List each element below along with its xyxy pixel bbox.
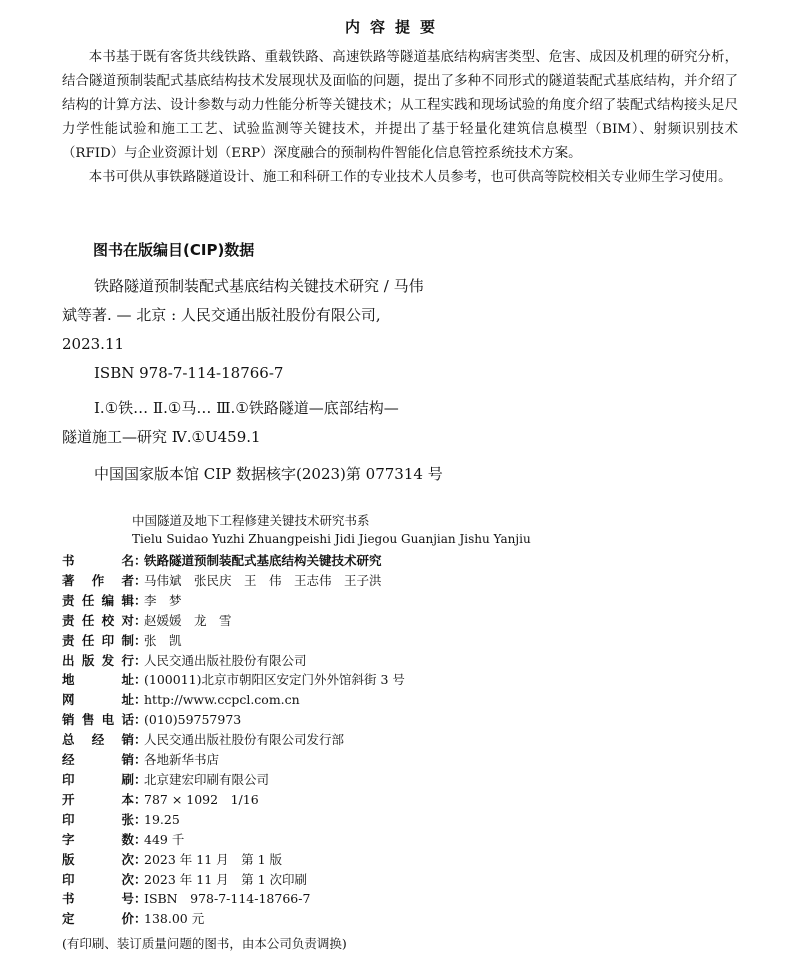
colophon-colon: ： [134, 831, 147, 847]
cip-line: 隧道施工—研究 Ⅳ.①U459.1 [62, 428, 261, 446]
colophon-row [62, 631, 752, 651]
cip-line: 2023.11 [62, 335, 125, 353]
colophon-key: 销 售 电 话 [62, 712, 134, 728]
colophon-colon: ： [134, 572, 147, 588]
colophon-value: 赵媛媛 龙 雪 [144, 612, 232, 628]
colophon-value: (010)59757973 [144, 712, 242, 728]
colophon-row [62, 670, 752, 690]
colophon-row [62, 651, 752, 671]
colophon-key: 字 数 [62, 831, 134, 847]
colophon-key: 责 任 校 对 [62, 612, 134, 628]
cip-line: Ⅰ.①铁… Ⅱ.①马… Ⅲ.①铁路隧道—底部结构— [94, 399, 399, 417]
colophon-row [62, 730, 752, 750]
colophon-colon: ： [134, 592, 147, 608]
colophon-key: 出 版 发 行 [62, 652, 134, 668]
colophon-row [62, 790, 752, 810]
colophon-key: 印 次 [62, 871, 134, 887]
colophon-key: 责 任 印 制 [62, 632, 134, 648]
colophon-key: 地 址 [62, 672, 134, 688]
colophon-row [62, 571, 752, 591]
colophon-key: 印 张 [62, 811, 134, 827]
colophon-colon: ： [134, 891, 147, 907]
summary-body [62, 46, 738, 190]
cip-heading: 图书在版编目(CIP)数据 [93, 241, 255, 259]
cip-record [62, 272, 532, 489]
colophon-value: 787 × 1092 1/16 [144, 791, 259, 807]
colophon-key: 印 刷 [62, 771, 134, 787]
quality-note: (有印刷、装订质量问题的图书，由本公司负责调换) [62, 936, 347, 951]
colophon-value: 马伟斌 张民庆 王 伟 王志伟 王子洪 [144, 572, 382, 588]
cip-number: 中国国家版本馆 CIP 数据核字(2023)第 077314 号 [94, 465, 443, 483]
colophon-row [62, 850, 752, 870]
colophon-row [62, 770, 752, 790]
colophon-row [62, 690, 752, 710]
colophon-key: 经 销 [62, 752, 134, 768]
colophon-value: 人民交通出版社股份有限公司发行部 [144, 732, 345, 748]
colophon-row [62, 710, 752, 730]
colophon-value: ISBN 978-7-114-18766-7 [144, 891, 311, 907]
colophon-row [62, 750, 752, 770]
colophon-key: 责 任 编 辑 [62, 592, 134, 608]
colophon-value: 19.25 [144, 811, 180, 827]
colophon-value: 138.00 元 [144, 911, 205, 927]
colophon-value: 449 千 [144, 831, 185, 847]
colophon-row [62, 551, 752, 571]
summary-paragraph: 本书可供从事铁路隧道设计、施工和科研工作的专业技术人员参考，也可供高等院校相关专业师生学习使用。 [88, 170, 732, 185]
colophon-value: 张 凯 [144, 632, 182, 648]
colophon-value: (100011)北京市朝阳区安定门外外馆斜街 3 号 [144, 672, 405, 688]
colophon-key: 版 次 [62, 851, 134, 867]
colophon-colon: ： [134, 712, 147, 728]
colophon-key: 定 价 [62, 911, 134, 927]
colophon-row [62, 870, 752, 890]
colophon-row [62, 611, 752, 631]
colophon-row [62, 909, 752, 929]
colophon-row [62, 591, 752, 611]
colophon-colon: ： [134, 752, 147, 768]
colophon-colon: ： [134, 732, 147, 748]
colophon-key: 网 址 [62, 692, 134, 708]
colophon-value: 各地新华书店 [144, 752, 220, 768]
colophon-colon: ： [134, 672, 147, 688]
colophon-key: 书 名 [62, 553, 134, 568]
colophon-value: 2023 年 11 月 第 1 次印刷 [144, 871, 308, 887]
series-name: 中国隧道及地下工程修建关键技术研究书系 [132, 513, 370, 528]
colophon-row [62, 830, 752, 850]
colophon-value: http://www.ccpcl.com.cn [144, 692, 300, 708]
colophon-colon: ： [134, 791, 147, 807]
colophon-colon: ： [134, 692, 147, 708]
colophon-colon: ： [134, 553, 147, 568]
colophon-row [62, 889, 752, 909]
colophon-colon: ： [134, 851, 147, 867]
colophon-value: 人民交通出版社股份有限公司 [144, 652, 307, 668]
series-pinyin: Tielu Suidao Yuzhi Zhuangpeishi Jidi Jiegou Guanjian Jishu Yanjiu [132, 532, 531, 546]
colophon-key: 著 作 者 [62, 572, 134, 588]
colophon-value: 北京建宏印刷有限公司 [144, 771, 270, 787]
colophon-key: 开 本 [62, 791, 134, 807]
colophon [62, 551, 752, 929]
summary-title: 内容提要 [344, 18, 445, 36]
colophon-key: 书 号 [62, 891, 134, 907]
colophon-colon: ： [134, 612, 147, 628]
colophon-colon: ： [134, 811, 147, 827]
book-series [132, 511, 531, 549]
cip-line: 斌等著. — 北京 : 人民交通出版社股份有限公司, [62, 306, 381, 324]
colophon-value: 李 梦 [144, 592, 182, 608]
colophon-key: 总 经 销 [62, 732, 134, 748]
colophon-colon: ： [134, 871, 147, 887]
colophon-row [62, 810, 752, 830]
cip-isbn: ISBN 978-7-114-18766-7 [94, 364, 284, 382]
colophon-colon: ： [134, 911, 147, 927]
summary-paragraph: 本书基于既有客货共线铁路、重载铁路、高速铁路等隧道基底结构病害类型、危害、成因及机理的研究分析，结合隧道预制装配式基底结构技术发展现状及面临的问题，提出了多种不同形式的隧道装配式基底结构，并介绍了结构的计算方法、设计参数与动力性能分析等关键技术；从工程实践和现场试验的角度介绍了装配式结构接头足尺力学性能试验和施工工艺、试验监测等关键技术，并提出了基于轻量化建筑信息模型（BIM）、射频识别技术（RFID）与企业资源计划（ERP）深度融合的预制构件智能化信息管控系统技术方案。 [62, 50, 738, 161]
cip-line: 铁路隧道预制装配式基底结构关键技术研究 / 马伟 [94, 277, 424, 295]
colophon-value: 2023 年 11 月 第 1 版 [144, 851, 283, 867]
colophon-colon: ： [134, 771, 147, 787]
colophon-colon: ： [134, 652, 147, 668]
colophon-colon: ： [134, 632, 147, 648]
colophon-value: 铁路隧道预制装配式基底结构关键技术研究 [144, 553, 382, 568]
